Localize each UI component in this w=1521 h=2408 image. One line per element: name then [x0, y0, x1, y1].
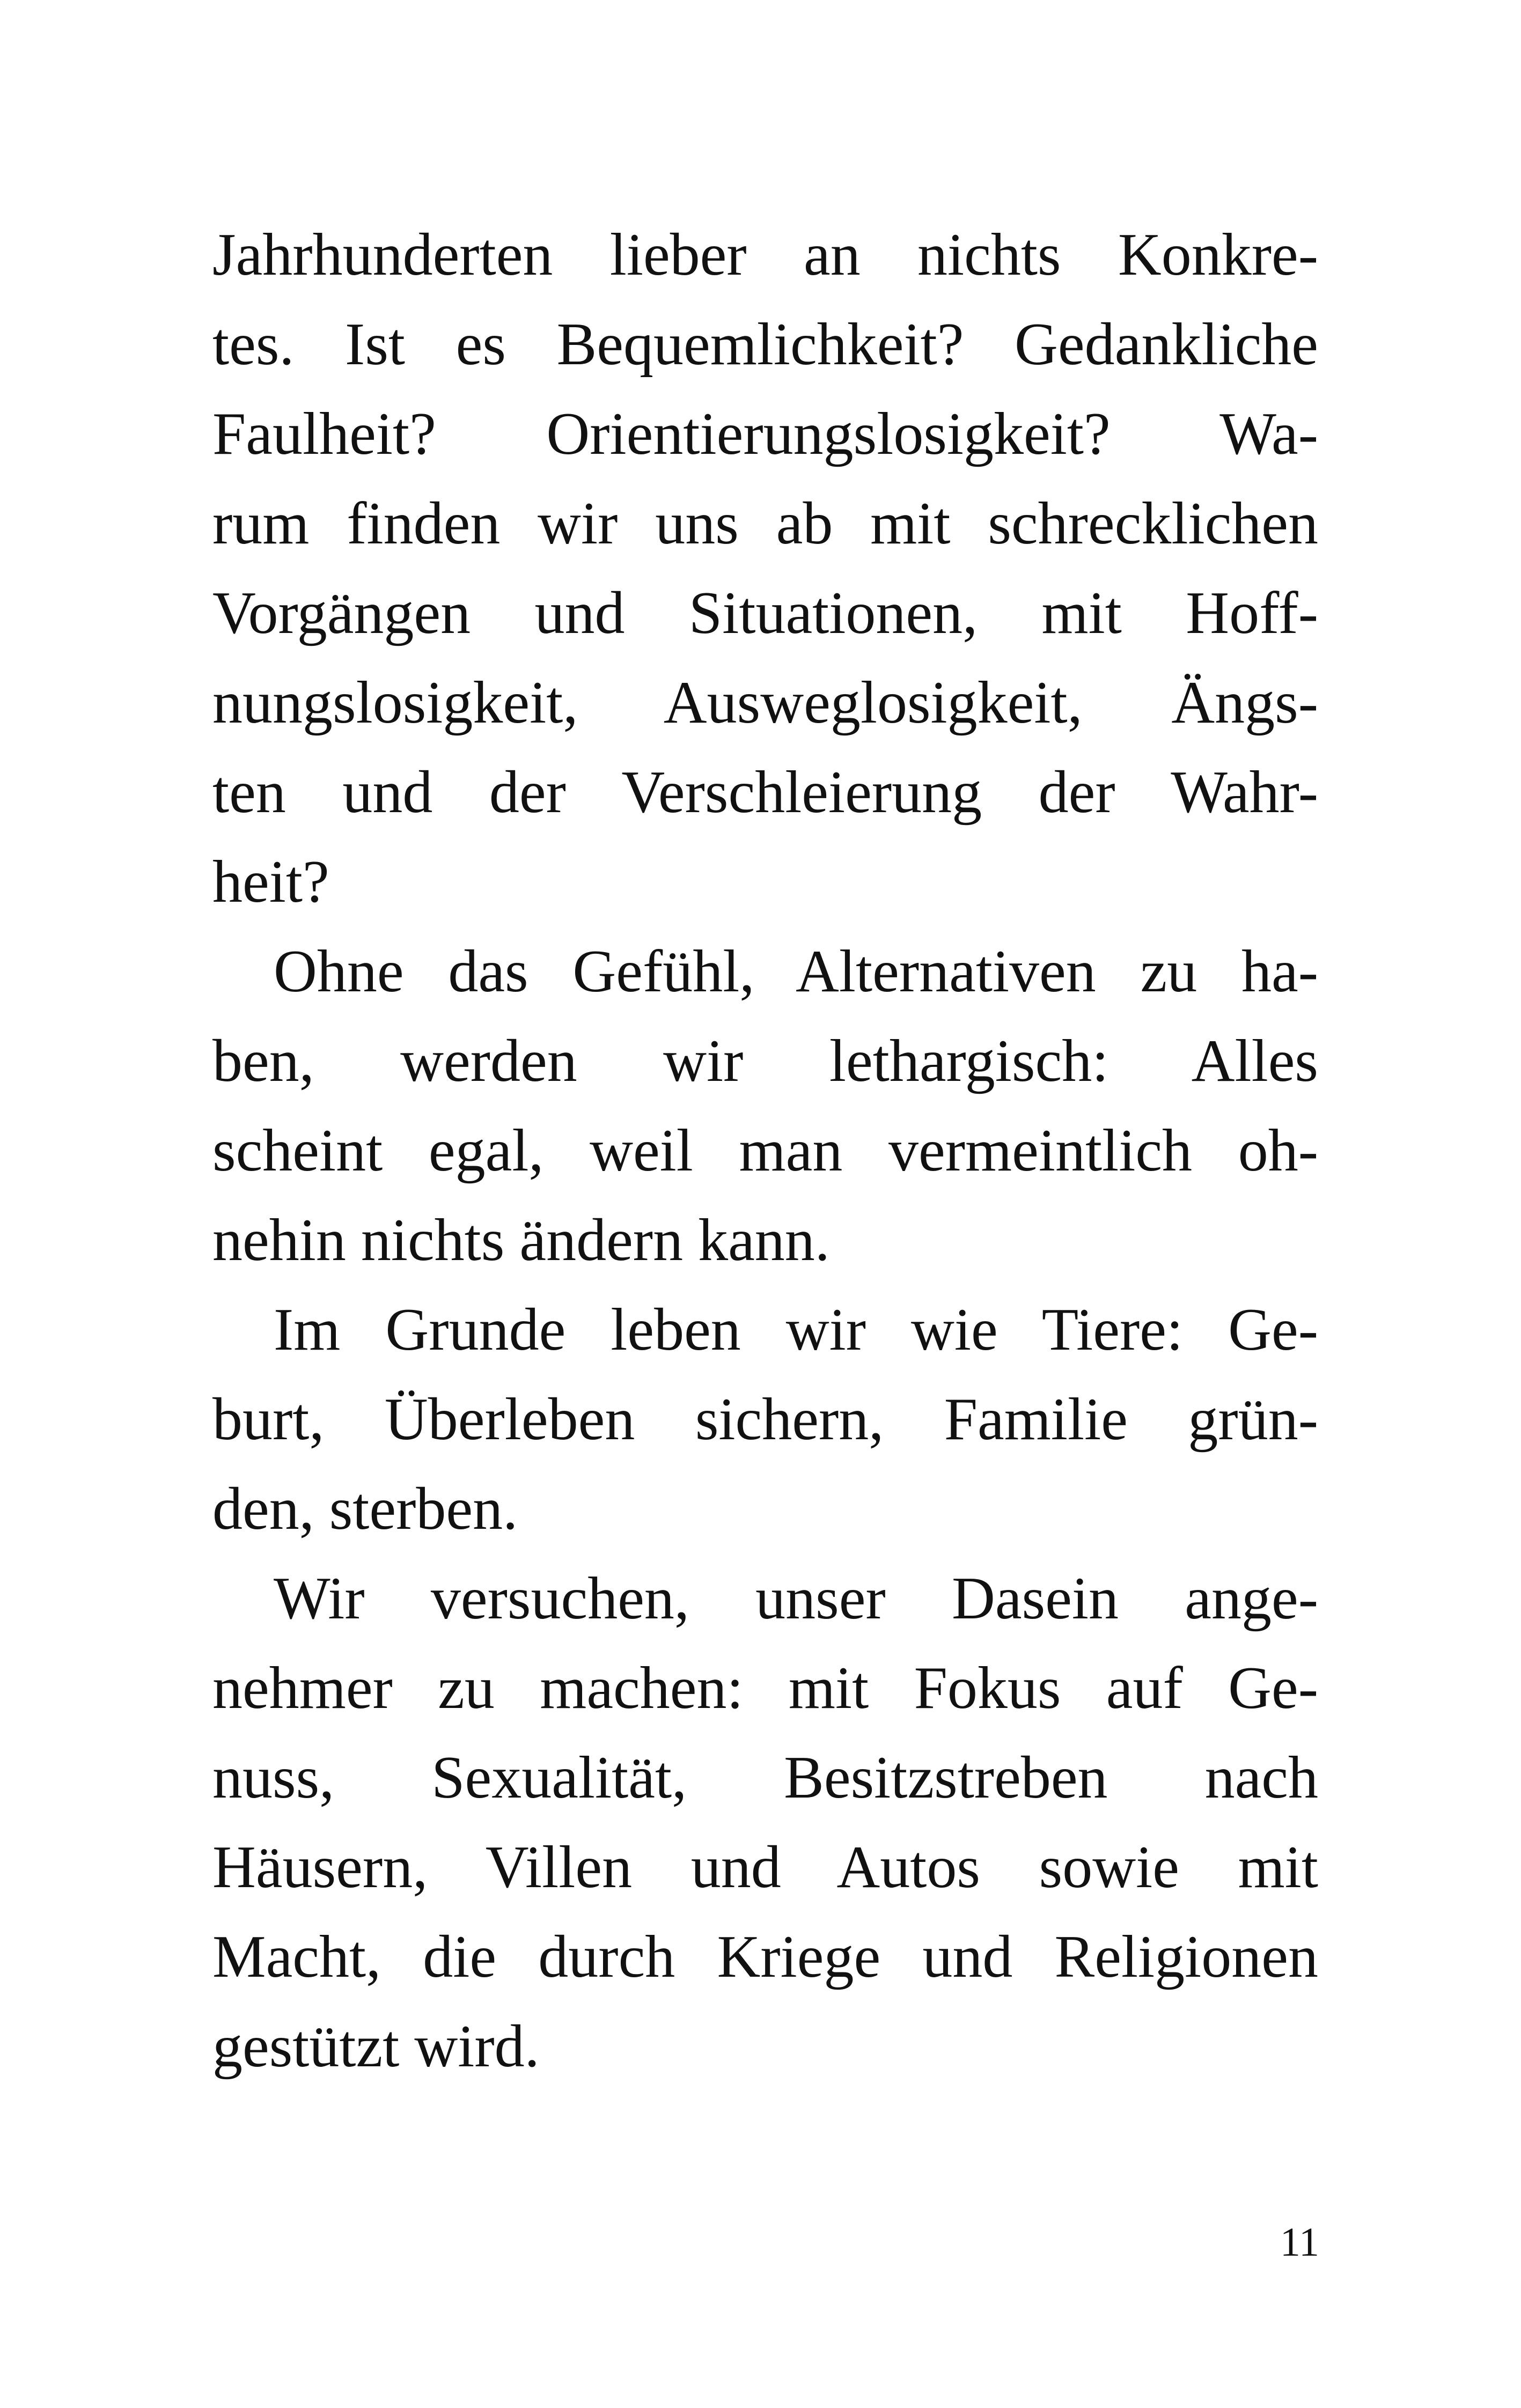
- text-line: nehmer zu machen: mit Fokus auf Ge-: [212, 1655, 1318, 1721]
- text-line: Jahrhunderten lieber an nichts Konkre-: [212, 222, 1318, 288]
- text-line: burt, Überleben sichern, Familie grün-: [212, 1386, 1318, 1453]
- text-line: ben, werden wir lethargisch: Alles: [212, 1028, 1318, 1094]
- body-text: [212, 210, 1318, 2092]
- text-line: nehin nichts ändern kann.: [212, 1207, 830, 1273]
- text-line: Im Grunde leben wir wie Tiere: Ge-: [274, 1297, 1318, 1363]
- text-line: rum finden wir uns ab mit schrecklichen: [212, 490, 1318, 557]
- text-line: Macht, die durch Kriege und Religionen: [212, 1924, 1318, 1990]
- text-line: Wir versuchen, unser Dasein ange-: [274, 1565, 1318, 1632]
- page-number: 11: [1280, 2220, 1319, 2265]
- text-line: den, sterben.: [212, 1476, 518, 1542]
- text-line: Faulheit? Orientierungslosigkeit? Wa-: [212, 401, 1318, 467]
- text-line: nuss, Sexualität, Besitzstreben nach: [212, 1744, 1318, 1811]
- text-line: ten und der Verschleierung der Wahr-: [212, 759, 1318, 826]
- text-line: gestützt wird.: [212, 2013, 540, 2080]
- text-line: Ohne das Gefühl, Alternativen zu ha-: [274, 938, 1318, 1005]
- text-line: heit?: [212, 849, 329, 915]
- text-line: scheint egal, weil man vermeintlich oh-: [212, 1117, 1318, 1184]
- text-line: Häusern, Villen und Autos sowie mit: [212, 1834, 1318, 1901]
- text-line: Vorgängen und Situationen, mit Hoff-: [212, 580, 1318, 646]
- text-line: nungslosigkeit, Ausweglosigkeit, Ängs-: [212, 669, 1318, 736]
- text-line: tes. Ist es Bequemlichkeit? Gedankliche: [212, 311, 1318, 378]
